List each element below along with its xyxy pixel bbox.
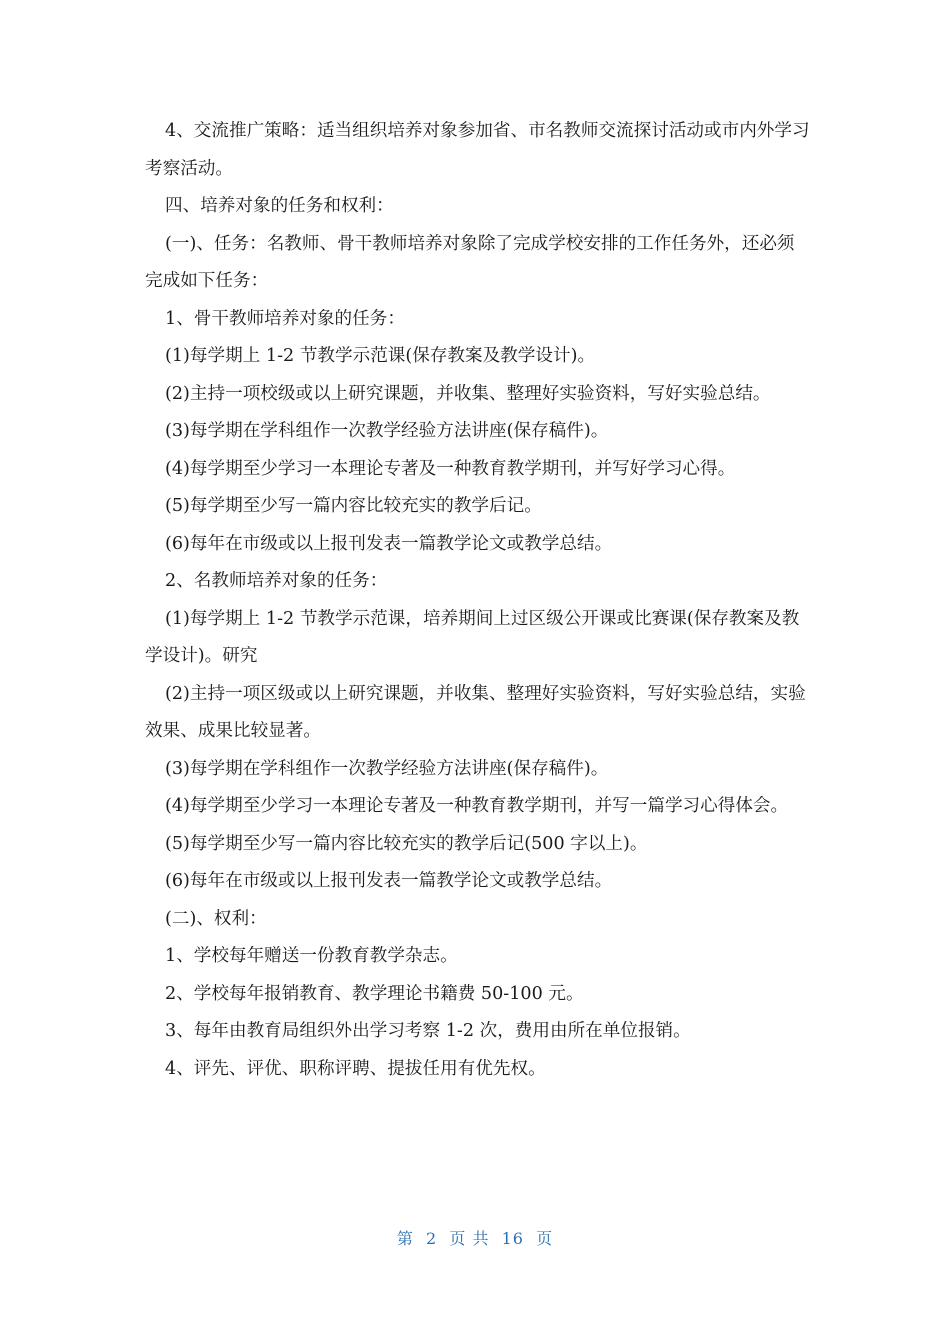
item-heading: 2、名教师培养对象的任务：: [165, 571, 388, 591]
list-item: (1)每学期上 1-2 节教学示范课，培养期间上过区级公开课或比赛课(保存教案及教学设计)。研究: [145, 608, 800, 666]
section-heading: 四、培养对象的任务和权利：: [165, 196, 394, 216]
list-item: 2、学校每年报销教育、教学理论书籍费 50-100 元。: [165, 983, 584, 1004]
list-item: (2)主持一项区级或以上研究课题，并收集、整理好实验资料，写好实验总结，实验效果、成果比较显著。: [145, 683, 806, 741]
list-item: (3)每学期在学科组作一次教学经验方法讲座(保存稿件)。: [165, 421, 609, 441]
list-item: (6)每年在市级或以上报刊发表一篇教学论文或教学总结。: [165, 533, 613, 554]
list-item: (4)每学期至少学习一本理论专著及一种教育教学期刊，并写一篇学习心得体会。: [165, 796, 789, 816]
list-item: (5)每学期至少写一篇内容比较充实的教学后记。: [165, 496, 542, 516]
list-item: 4、评先、评优、职称评聘、提拔任用有优先权。: [165, 1058, 546, 1079]
document-body: [145, 113, 815, 1088]
paragraph: 4、交流推广策略：适当组织培养对象参加省、市名教师交流探讨活动或市内外学习考察活动。: [145, 121, 810, 179]
list-item: (2)主持一项校级或以上研究课题，并收集、整理好实验资料，写好实验总结。: [165, 383, 771, 404]
list-item: (5)每学期至少写一篇内容比较充实的教学后记(500 字以上)。: [165, 833, 648, 854]
list-item: (1)每学期上 1-2 节教学示范课(保存教案及教学设计)。: [165, 346, 596, 366]
subsection-heading: (一)、任务：名教师、骨干教师培养对象除了完成学校安排的工作任务外，还必须 完成如下任务：: [145, 233, 801, 291]
subsection-heading: (二)、权利：: [165, 908, 267, 929]
page-number-footer: 第 2 页 共 16 页: [396, 1229, 554, 1248]
list-item: (4)每学期至少学习一本理论专著及一种教育教学期刊，并写好学习心得。: [165, 458, 736, 479]
item-heading: 1、骨干教师培养对象的任务：: [165, 308, 405, 329]
list-item: (3)每学期在学科组作一次教学经验方法讲座(保存稿件)。: [165, 758, 609, 779]
list-item: 1、学校每年赠送一份教育教学杂志。: [165, 946, 458, 966]
list-item: 3、每年由教育局组织外出学习考察 1-2 次，费用由所在单位报销。: [165, 1021, 691, 1041]
list-item: (6)每年在市级或以上报刊发表一篇教学论文或教学总结。: [165, 871, 613, 891]
